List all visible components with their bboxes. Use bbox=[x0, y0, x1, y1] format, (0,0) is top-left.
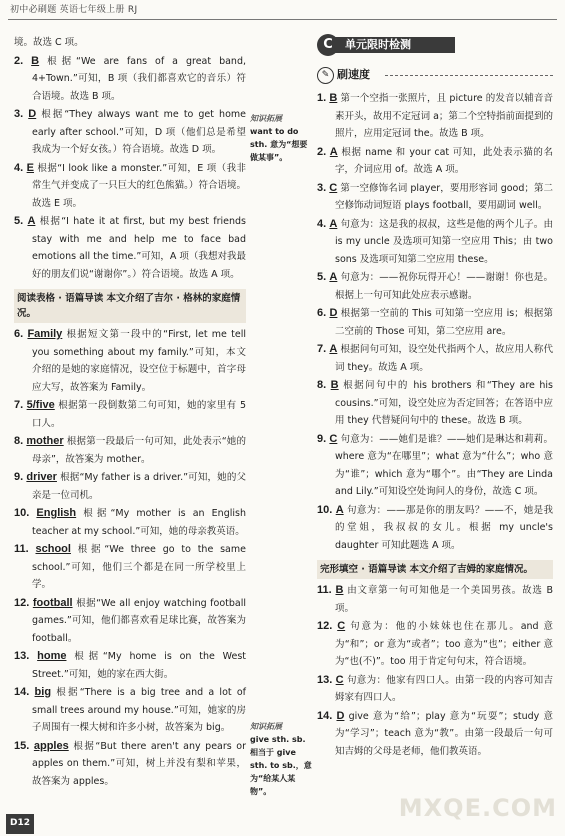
item-explanation: 根据问句中的 his brothers 和“They are his cousins.”可知，设空处应为否定回答；在答语中应用 they 代替疑问句中的 these。故选 B 项。 bbox=[335, 380, 553, 426]
item-number: 2. bbox=[317, 145, 327, 158]
answer-item bbox=[14, 469, 246, 504]
item-number: 13. bbox=[317, 673, 333, 686]
answer-list-part3 bbox=[317, 90, 553, 554]
answer-item bbox=[317, 431, 553, 501]
item-explanation: 根据“I hate it at first, but my best friends stay with me and help me to face bad emotions all the time.”可知，A 项（我想对我最好的朋友们说“谢谢你”。）符合语境。故选 A 项。 bbox=[32, 216, 246, 280]
item-number: 15. bbox=[14, 739, 30, 752]
item-explanation: 句意为：这是我的叔叔，这些是他的两个儿子。由 is my uncle 及选项可知第一空应用 This；由 two sons 及选项可知第二空应用 these。 bbox=[335, 218, 553, 265]
answer-item bbox=[14, 213, 246, 283]
item-answer: C bbox=[329, 432, 338, 445]
item-explanation: give 意为“给”；play 意为“玩耍”；study 意为“学习”；teach 意为“教”。由第一段最后一句可知吉姆的父母是老师，他们教英语。 bbox=[335, 710, 553, 757]
speed-label: 刷速度 bbox=[337, 68, 370, 81]
right-column bbox=[317, 34, 553, 761]
item-number: 12. bbox=[317, 620, 333, 632]
header-rule bbox=[8, 19, 557, 20]
item-answer: home bbox=[37, 650, 67, 662]
pen-icon: ✎ bbox=[317, 67, 334, 84]
item-explanation: 根据“My home is on the West Street.”可知，她的家在西大街。 bbox=[32, 651, 247, 680]
item-number: 12. bbox=[14, 596, 30, 609]
answer-item bbox=[317, 180, 553, 215]
item-answer: C bbox=[337, 620, 346, 632]
dashed-rule bbox=[385, 75, 553, 76]
item-answer: A bbox=[329, 217, 338, 230]
item-number: 14. bbox=[14, 686, 30, 698]
continued-text: 境。故选 C 项。 bbox=[14, 37, 84, 48]
answer-item bbox=[14, 648, 246, 683]
item-explanation: 根据问句可知，设空处代指两个人，故应用人称代词 they。故选 A 项。 bbox=[335, 344, 553, 373]
unit-test-banner bbox=[317, 34, 553, 58]
item-number: 3. bbox=[14, 108, 24, 120]
answer-item bbox=[14, 595, 246, 648]
item-answer: driver bbox=[26, 471, 57, 483]
answer-item bbox=[317, 269, 553, 304]
item-explanation: 句意为：——祝你玩得开心！——谢谢！你也是。根据上一句可知此处应表示感谢。 bbox=[335, 272, 553, 301]
answer-item bbox=[14, 541, 246, 594]
item-explanation: 根据“We are fans of a great band, 4+Town.”可知，B 项（我们都喜欢它的音乐）符合语境。故选 B 项。 bbox=[32, 55, 246, 102]
side-note-1 bbox=[250, 112, 312, 164]
answer-item bbox=[317, 216, 553, 269]
item-answer: B bbox=[31, 54, 40, 67]
item-explanation: 句意为：——她们是谁？——她们是琳达和莉莉。where 意为“在哪里”；what 意为“什么”；who 意为“谁”；which 意为“哪个”。由“They are Linda and Lily.”可知设空处询问人的身份，故选 C 项。 bbox=[335, 433, 553, 497]
item-explanation: 根据第一段最后一句可知，此处表示“她的母亲”，故答案为 mother。 bbox=[32, 436, 246, 465]
item-explanation: 根据“They always want me to get home early after school.”可知，D 项（他们总是希望我成为一个好女孩。）符合语境。故选 D 项。 bbox=[32, 109, 246, 155]
item-answer: B bbox=[329, 92, 338, 104]
item-explanation: 第一个空指一张照片，且 picture 的发音以辅音音素开头，故用不定冠词 a；第二个空特指前面提到的照片，应用定冠词 the。故选 B 项。 bbox=[335, 93, 553, 139]
item-number: 6. bbox=[14, 328, 24, 340]
item-answer: A bbox=[27, 215, 36, 227]
section-heading-cloze: 完形填空 · 语篇导读 本文介绍了吉姆的家庭情况。 bbox=[317, 560, 553, 579]
note-heading: 知识拓展 bbox=[250, 114, 282, 123]
item-number: 9. bbox=[14, 471, 24, 483]
item-number: 11. bbox=[317, 584, 332, 596]
item-answer: B bbox=[335, 584, 344, 596]
answer-item bbox=[14, 160, 246, 213]
item-answer: big bbox=[34, 686, 52, 698]
item-number: 13. bbox=[14, 650, 30, 662]
item-number: 6. bbox=[317, 307, 327, 319]
item-explanation: 根据“We three go to the same school.”可知，他们三个都是在同一所学校里上学。 bbox=[32, 544, 246, 590]
item-number: 5. bbox=[317, 271, 327, 283]
answer-item bbox=[14, 53, 246, 106]
side-note-2 bbox=[250, 720, 312, 798]
answer-item bbox=[14, 326, 246, 396]
answer-item bbox=[317, 672, 553, 707]
item-number: 7. bbox=[317, 343, 327, 355]
item-number: 7. bbox=[14, 399, 24, 411]
item-number: 8. bbox=[14, 435, 24, 447]
section-heading-reading: 阅读表格 · 语篇导读 本文介绍了吉尔 · 格林的家庭情况。 bbox=[14, 289, 246, 323]
item-number: 10. bbox=[317, 503, 333, 516]
item-explanation: 根据“But there aren't any pears or apples on them.”可知，树上并没有梨和苹果，故答案为 apples。 bbox=[32, 740, 246, 787]
item-number: 2. bbox=[14, 54, 24, 67]
item-explanation: 由文章第一句可知他是一个美国男孩。故选 B 项。 bbox=[335, 585, 553, 614]
item-answer: D bbox=[329, 307, 338, 319]
item-answer: C bbox=[329, 181, 338, 194]
item-explanation: 根据第一空前的 This 可知第一空应用 is；根据第二空前的 Those 可知，第二空应用 are。 bbox=[335, 308, 553, 337]
item-explanation: 根据短文第一段中的“First, let me tell you something about my family.”可知，本文介绍的是她的家庭情况，设空位于标题中，首字母应大写，故答案为 Family。 bbox=[32, 329, 247, 393]
item-answer: mother bbox=[26, 435, 64, 447]
answer-list-part2 bbox=[14, 326, 246, 790]
item-answer: 5/five bbox=[26, 399, 55, 411]
item-explanation: 根据 name 和 your cat 可知，此处表示猫的名字，介词应用 of。故选 A 项。 bbox=[335, 146, 553, 175]
answer-item bbox=[317, 377, 553, 430]
item-answer: football bbox=[32, 596, 73, 609]
answer-item bbox=[317, 618, 553, 671]
item-explanation: 根据“We all enjoy watching football games.”可知，他们都喜欢看足球比赛，故答案为 football。 bbox=[32, 597, 246, 644]
item-answer: D bbox=[28, 108, 37, 120]
answer-item bbox=[317, 305, 553, 340]
item-explanation: 根据“My mother is an English teacher at my school.”可知，她的母亲教英语。 bbox=[32, 508, 246, 537]
note-body: give sth. sb. 相当于 give sth. to sb.，意为“给某人某物”。 bbox=[250, 735, 312, 796]
item-explanation: 句意为：——那是你的朋友吗？——不，她是我的堂姐，我叔叔的女儿。根据 my uncle's daughter 可知此题选 A 项。 bbox=[335, 504, 553, 551]
item-number: 14. bbox=[317, 709, 333, 722]
item-number: 11. bbox=[14, 543, 29, 555]
item-explanation: 根据第一段倒数第二句可知，她的家里有 5 口人。 bbox=[32, 400, 246, 429]
answer-item bbox=[14, 397, 246, 432]
page-header bbox=[0, 0, 565, 20]
item-number: 10. bbox=[14, 507, 30, 519]
item-explanation: 根据“My father is a driver.”可知，她的父亲是一位司机。 bbox=[32, 472, 246, 501]
item-number: 4. bbox=[14, 161, 24, 174]
answer-item bbox=[317, 144, 553, 179]
item-answer: A bbox=[329, 271, 338, 283]
answer-item bbox=[317, 582, 553, 617]
item-answer: school bbox=[35, 543, 71, 555]
left-column bbox=[14, 34, 246, 791]
answer-item bbox=[14, 738, 246, 791]
item-number: 8. bbox=[317, 379, 327, 391]
item-answer: E bbox=[26, 161, 34, 174]
item-answer: A bbox=[335, 503, 344, 516]
answer-item bbox=[317, 341, 553, 376]
unit-badge: C bbox=[317, 34, 339, 56]
unit-title: 单元限时检测 bbox=[335, 37, 455, 53]
item-answer: A bbox=[329, 145, 338, 158]
answer-list-part4 bbox=[317, 582, 553, 760]
item-number: 4. bbox=[317, 217, 327, 230]
item-answer: D bbox=[336, 709, 345, 722]
item-explanation: 句意为：他的小妹妹也住在那儿。and 意为“和”；or 意为“或者”；too 意为“也”；either 意为“也(不)”。too 用于肯定句句末，符合语境。 bbox=[335, 621, 553, 667]
item-answer: C bbox=[335, 673, 344, 686]
item-answer: Family bbox=[27, 328, 63, 340]
answer-item bbox=[317, 502, 553, 555]
answer-item bbox=[317, 90, 553, 143]
note-heading: 知识拓展 bbox=[250, 722, 282, 731]
item-explanation: 第一空修饰名词 player，要用形容词 good；第二空修饰动词短语 plays football，要用副词 well。 bbox=[335, 182, 553, 211]
answer-list-part1 bbox=[14, 53, 246, 284]
item-number: 5. bbox=[14, 215, 24, 227]
item-number: 1. bbox=[317, 92, 327, 104]
item-explanation: 根据“There is a big tree and a lot of small trees around my house.”可知，她家的房子周围有一棵大树和许多小树，故答案为 big。 bbox=[32, 687, 246, 733]
answer-item bbox=[14, 106, 246, 159]
item-number: 3. bbox=[317, 181, 327, 194]
answer-item bbox=[317, 708, 553, 761]
note-body: want to do sth. 意为“想要做某事”。 bbox=[250, 127, 308, 162]
item-answer: English bbox=[36, 507, 77, 519]
answer-item bbox=[14, 433, 246, 468]
item-number: 9. bbox=[317, 432, 327, 445]
answer-item bbox=[14, 505, 246, 540]
item-answer: A bbox=[329, 343, 338, 355]
item-explanation: 句意为：他家有四口人。由第一段的内容可知吉姆家有四口人。 bbox=[335, 674, 553, 703]
watermark-logo: MXQE.COM bbox=[398, 794, 557, 822]
answer-item bbox=[14, 684, 246, 737]
item-answer: B bbox=[330, 379, 339, 391]
item-explanation: 根据“I look like a monster.”可知，E 项（我非常生气并变成了一只巨大的红色熊猫。）符合语境。故选 E 项。 bbox=[32, 162, 246, 209]
speed-heading bbox=[317, 66, 553, 84]
header-text: 初中必刷题 英语七年级上册 RJ bbox=[10, 5, 138, 15]
item-answer: apples bbox=[33, 739, 69, 752]
page-number: D12 bbox=[6, 814, 34, 834]
